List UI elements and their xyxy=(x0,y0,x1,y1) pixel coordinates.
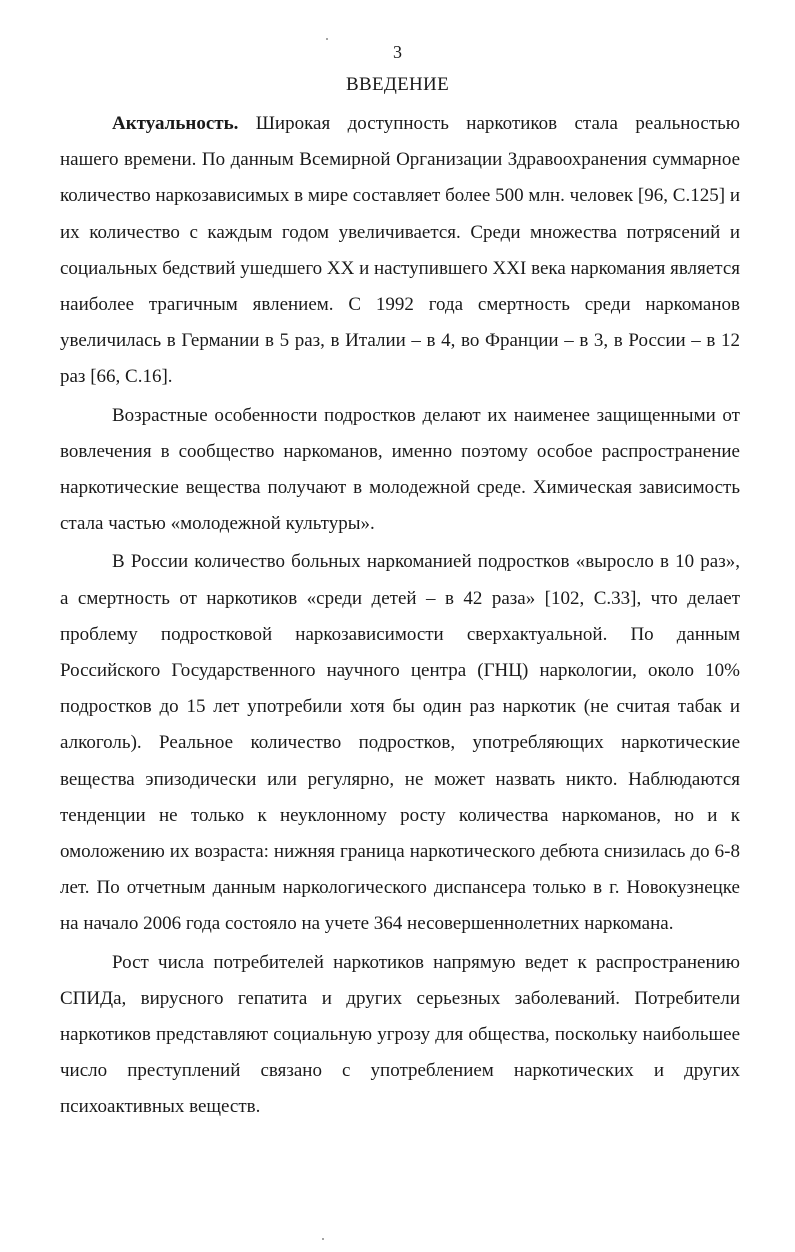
paragraph-text: Широкая доступность наркотиков стала реальностью нашего времени. По данным Всемирной Организации Здравоохранения суммарное количество наркозависимых в мире составляет более 500 млн. человек [96, С.125] и их количество с каждым годом увеличивается. Среди множества потрясений и социальных бедствий ушедшего XX и наступившего XXI века наркомания является наиболее трагичным явлением. С 1992 года смертность среди наркоманов увеличилась в Германии в 5 раз, в Италии – в 4, во Франции – в 3, в России – в 12 раз [66, С.16]. xyxy=(60,113,740,388)
section-heading: ВВЕДЕНИЕ xyxy=(346,74,449,95)
page-number: 3 xyxy=(393,42,402,62)
paragraph-text: Рост числа потребителей наркотиков напрямую ведет к распространению СПИДа, вирусного гепатита и других серьезных заболеваний. Потребители наркотиков представляют социальную угрозу для общества, поскольку наибольшее число преступлений связано с употреблением наркотических и других психоактивных веществ. xyxy=(60,951,740,1118)
paragraph-lead: Актуальность. xyxy=(112,113,239,134)
scan-speck-bottom xyxy=(322,1238,324,1240)
paragraph-relevance xyxy=(60,106,740,396)
paragraph-disease-spread xyxy=(60,945,740,1126)
paragraph-age-features xyxy=(60,398,740,543)
paragraph-russia-statistics xyxy=(60,544,740,942)
paragraph-text: Возрастные особенности подростков делают их наименее защищенными от вовлечения в сообщество наркоманов, именно поэтому особое распространение наркотические вещества получают в молодежной среде. Химическая зависимость стала частью «молодежной культуры». xyxy=(60,404,740,535)
body-text xyxy=(60,106,740,1128)
paragraph-text: В России количество больных наркоманией подростков «выросло в 10 раз», а смертность от наркотиков «среди детей – в 42 раза» [102, С.33], что делает проблему подростковой наркозависимости сверхактуальной. По данным Российского Государственного научного центра (ГНЦ) наркологии, около 10% подростков до 15 лет употребили хотя бы один раз наркотик (не считая табак и алкоголь). Реальное количество подростков, употребляющих наркотические вещества эпизодически или регулярно, не может назвать никто. Наблюдаются тенденции не только к неуклонному росту количества наркоманов, но и к омоложению их возраста: нижняя граница наркотического дебюта снизилась до 6-8 лет. По отчетным данным наркологического диспансера только в г. Новокузнецке на начало 2006 года состояло на учете 364 несовершеннолетних наркомана. xyxy=(60,551,740,935)
